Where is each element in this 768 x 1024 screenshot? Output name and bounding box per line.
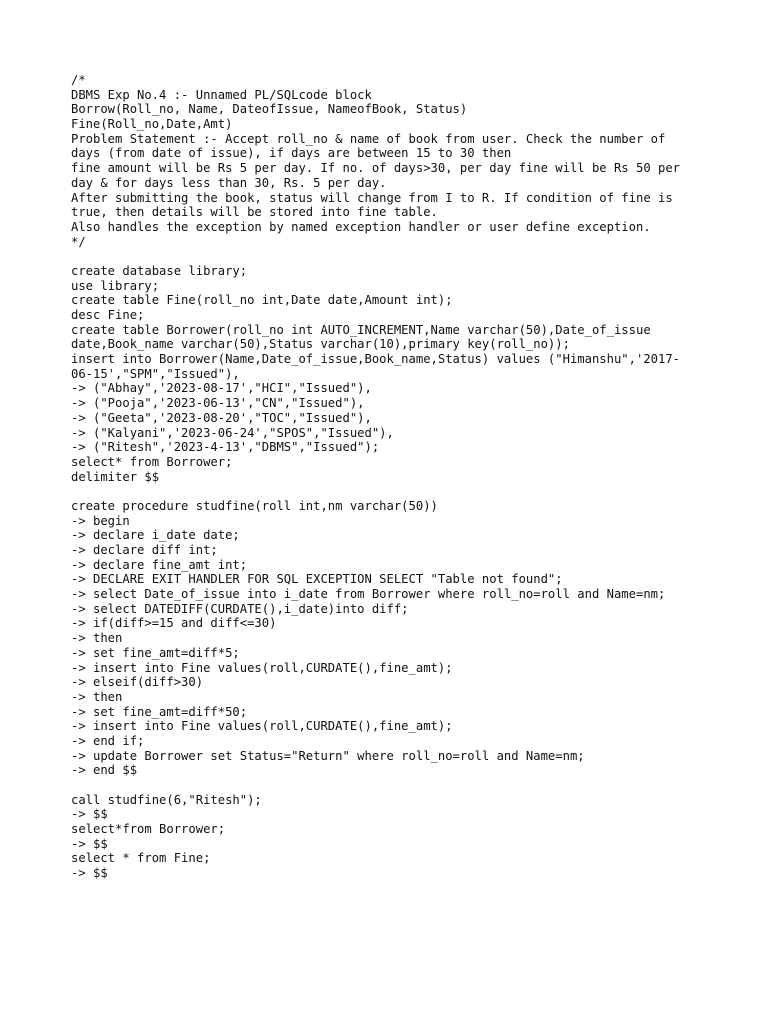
code-line: -> $$ <box>71 807 108 822</box>
code-line: -> insert into Fine values(roll,CURDATE(),fine_amt); <box>71 660 453 675</box>
code-line: use library; <box>71 278 160 293</box>
code-line <box>71 249 731 264</box>
code-line: create procedure studfine(roll int,nm varchar(50)) <box>71 498 438 513</box>
code-line: -> declare i_date date; <box>71 528 240 543</box>
code-line: select* from Borrower; <box>71 454 233 469</box>
code-line: 06-15',"SPM","Issued"), <box>71 366 240 381</box>
code-line: delimiter $$ <box>71 469 160 484</box>
code-line: Fine(Roll_no,Date,Amt) <box>71 117 233 132</box>
code-line: -> ("Geeta",'2023-08-20',"TOC","Issued"), <box>71 410 372 425</box>
code-line: call studfine(6,"Ritesh"); <box>71 792 262 807</box>
code-line: /* <box>71 73 86 87</box>
code-line <box>71 484 731 499</box>
code-line: -> then <box>71 689 123 704</box>
code-line: -> end $$ <box>71 763 138 778</box>
code-line: */ <box>71 234 86 249</box>
code-line: days (from date of issue), if days are between 15 to 30 then <box>71 146 512 161</box>
code-line: select*from Borrower; <box>71 822 226 837</box>
code-line: -> DECLARE EXIT HANDLER FOR SQL EXCEPTION SELECT "Table not found"; <box>71 572 563 587</box>
code-line: -> if(diff>=15 and diff<=30) <box>71 616 277 631</box>
code-line: -> set fine_amt=diff*5; <box>71 645 240 660</box>
code-line: fine amount will be Rs 5 per day. If no. of days>30, per day fine will be Rs 50 per <box>71 161 681 176</box>
code-line: -> select Date_of_issue into i_date from Borrower where roll_no=roll and Name=nm; <box>71 587 666 602</box>
sql-code-listing <box>71 73 731 881</box>
code-line: -> begin <box>71 513 130 528</box>
code-line: -> ("Ritesh",'2023-4-13',"DBMS","Issued"); <box>71 440 380 455</box>
code-line: -> ("Abhay",'2023-08-17',"HCI","Issued"), <box>71 381 372 396</box>
code-line: -> ("Pooja",'2023-06-13',"CN","Issued"), <box>71 396 365 411</box>
code-line: -> ("Kalyani",'2023-06-24',"SPOS","Issued"), <box>71 425 394 440</box>
code-line <box>71 778 731 793</box>
code-line: true, then details will be stored into fine table. <box>71 205 438 220</box>
code-line: -> select DATEDIFF(CURDATE(),i_date)into diff; <box>71 601 409 616</box>
code-line: date,Book_name varchar(50),Status varchar(10),primary key(roll_no)); <box>71 337 570 352</box>
code-line: -> then <box>71 631 123 646</box>
code-line: After submitting the book, status will change from I to R. If condition of fine is <box>71 190 673 205</box>
code-line: create table Borrower(roll_no int AUTO_INCREMENT,Name varchar(50),Date_of_issue <box>71 322 651 337</box>
code-line: -> declare fine_amt int; <box>71 557 248 572</box>
code-line: DBMS Exp No.4 :- Unnamed PL/SQLcode block <box>71 87 372 102</box>
code-line: -> insert into Fine values(roll,CURDATE(),fine_amt); <box>71 719 453 734</box>
code-line: select * from Fine; <box>71 851 211 866</box>
code-line: desc Fine; <box>71 308 145 322</box>
code-line: -> $$ <box>71 866 108 881</box>
code-line: create table Fine(roll_no int,Date date,Amount int); <box>71 293 453 308</box>
code-line: day & for days less than 30, Rs. 5 per day. <box>71 175 387 190</box>
code-line: Borrow(Roll_no, Name, DateofIssue, NameofBook, Status) <box>71 102 468 117</box>
code-line: create database library; <box>71 263 248 278</box>
code-line: -> declare diff int; <box>71 543 218 557</box>
code-line: -> $$ <box>71 836 108 851</box>
code-line: Also handles the exception by named exception handler or user define exception. <box>71 219 651 234</box>
code-line: insert into Borrower(Name,Date_of_issue,Book_name,Status) values ("Himanshu",'2017- <box>71 352 681 367</box>
code-line: -> set fine_amt=diff*50; <box>71 704 248 719</box>
code-line: -> elseif(diff>30) <box>71 675 204 690</box>
code-line: -> update Borrower set Status="Return" where roll_no=roll and Name=nm; <box>71 748 585 763</box>
code-line: -> end if; <box>71 733 145 748</box>
code-line: Problem Statement :- Accept roll_no & name of book from user. Check the number of <box>71 131 666 146</box>
